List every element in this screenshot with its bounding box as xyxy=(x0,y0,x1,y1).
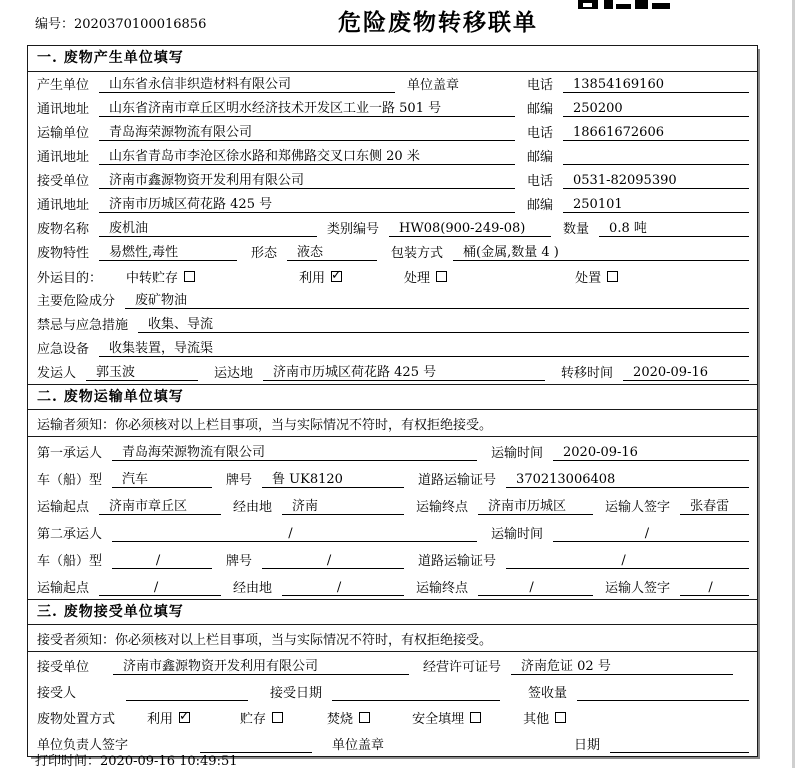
row-hazard xyxy=(28,288,757,312)
license-value: 济南危证 02 号 xyxy=(511,655,733,675)
row-carrier1-vehicle xyxy=(28,464,757,491)
disposal-option-label: 焚烧 xyxy=(327,711,354,727)
print-time-value: 2020-09-16 10:49:51 xyxy=(100,754,238,768)
receiver-value: 济南市鑫源物资开发利用有限公司 xyxy=(99,169,515,189)
date-value xyxy=(610,752,749,753)
disposal-option-label: 安全填埋 xyxy=(412,711,465,727)
print-time-label: 打印时间： xyxy=(35,754,101,768)
row-shipper xyxy=(28,360,757,384)
carrier2-label: 第二承运人 xyxy=(37,527,103,542)
row-purpose xyxy=(28,264,757,288)
checkbox-transfer-storage-icon xyxy=(184,271,195,282)
transporter-addr-value: 山东省青岛市李沧区徐水路和郑佛路交叉口东侧 20 米 xyxy=(99,145,515,165)
producer-unit-label: 产生单位 xyxy=(37,78,90,93)
row-carrier2 xyxy=(28,518,757,545)
plate-value: 鲁 UK8120 xyxy=(262,468,404,488)
sign-qty-label: 签收量 xyxy=(528,686,568,701)
emergency-value: 收集、导流 xyxy=(138,313,749,333)
plate-label-2: 牌号 xyxy=(226,554,253,569)
print-time xyxy=(35,750,238,768)
waste-name-label: 废物名称 xyxy=(37,222,90,237)
disposal-method-label: 废物处置方式 xyxy=(37,711,116,727)
row-emergency-measures xyxy=(28,312,757,336)
disposal-option-other xyxy=(523,708,566,727)
disposal-option-utilize xyxy=(147,708,190,727)
destination-label: 运达地 xyxy=(214,366,254,381)
hazard-label: 主要危险成分 xyxy=(37,294,116,309)
transporter-label: 运输单位 xyxy=(37,126,90,141)
sign-qty-value xyxy=(577,700,749,701)
page-title: 危险废物转移联单 xyxy=(338,9,538,36)
transfer-time-label: 转移时间 xyxy=(561,366,614,381)
checkbox-dispose-icon xyxy=(607,271,618,282)
checkbox-disposal-incinerate-icon xyxy=(359,712,370,723)
emergency-label: 禁忌与应急措施 xyxy=(37,318,129,333)
disposal-option-label: 利用 xyxy=(147,711,174,727)
characteristics-value: 易燃性,毒性 xyxy=(99,241,237,261)
vehicle-type-label-2: 车（船）型 xyxy=(37,554,103,569)
hazard-value: 废矿物油 xyxy=(125,289,749,309)
carrier1-time-value: 2020-09-16 xyxy=(553,445,749,461)
unit-seal-label-2: 单位盖章 xyxy=(332,738,385,753)
purpose-option-label: 处置 xyxy=(575,270,602,286)
checkbox-disposal-store-icon xyxy=(272,712,283,723)
vehicle-type-value-2: / xyxy=(112,553,212,569)
transporter-sign-value-2: / xyxy=(680,580,749,596)
carrier1-value: 青岛海荣源物流有限公司 xyxy=(112,441,477,461)
disposal-option-incinerate xyxy=(327,708,370,727)
equipment-value: 收集装置，导流渠 xyxy=(99,337,749,357)
transporter-zip-label: 邮编 xyxy=(526,150,553,165)
transporter-addr-label: 通讯地址 xyxy=(37,150,90,165)
section2-note: 运输者须知：你必须核对以上栏目事项，当与实际情况不符时，有权拒绝接受。 xyxy=(28,410,757,437)
destination-value: 济南市历城区荷花路 425 号 xyxy=(263,361,545,381)
section3-note: 接受者须知：你必须核对以上栏目事项，当与实际情况不符时，有权拒绝接受。 xyxy=(28,625,757,652)
transporter-sign-label-2: 运输人签字 xyxy=(605,581,671,596)
road-permit-label-2: 道路运输证号 xyxy=(418,554,497,569)
producer-phone-value: 13854169160 xyxy=(563,77,749,93)
quantity-label: 数量 xyxy=(563,222,590,237)
purpose-label: 外运目的： xyxy=(37,270,103,286)
checkbox-disposal-landfill-icon xyxy=(470,712,481,723)
origin-value-2: / xyxy=(99,580,221,596)
row-producer-address xyxy=(28,96,757,120)
unit-seal-label: 单位盖章 xyxy=(407,78,460,93)
transporter-zip-value xyxy=(563,164,749,165)
purpose-option-label: 利用 xyxy=(299,270,326,286)
row-carrier2-route xyxy=(28,572,757,599)
row-producer xyxy=(28,72,757,96)
purpose-option-treat xyxy=(404,267,447,286)
row-receiver xyxy=(28,168,757,192)
accept-unit-value: 济南市鑫源物资开发利用有限公司 xyxy=(113,655,409,675)
checkbox-utilize-icon xyxy=(331,271,342,282)
via-label: 经由地 xyxy=(233,500,273,515)
row-carrier1-route xyxy=(28,491,757,518)
via-value-2: / xyxy=(282,580,404,596)
carrier2-time-value: / xyxy=(553,526,749,542)
end-label-2: 运输终点 xyxy=(416,581,469,596)
acceptor-value xyxy=(126,700,248,701)
road-permit-value: 370213006408 xyxy=(506,472,749,488)
receiver-phone-value: 0531-82095390 xyxy=(563,173,749,189)
transporter-sign-label: 运输人签字 xyxy=(605,500,671,515)
via-label-2: 经由地 xyxy=(233,581,273,596)
row-receiver-address xyxy=(28,192,757,216)
row-accept-unit xyxy=(28,652,757,678)
purpose-option-label: 中转贮存 xyxy=(126,270,179,286)
row-transporter-address xyxy=(28,144,757,168)
producer-addr-value: 山东省济南市章丘区明水经济技术开发区工业一路 501 号 xyxy=(99,97,515,117)
equipment-label: 应急设备 xyxy=(37,342,90,357)
packaging-value: 桶(金属,数量 4 ) xyxy=(453,241,749,261)
row-waste-characteristics xyxy=(28,240,757,264)
form-state-value: 液态 xyxy=(287,241,377,261)
shipper-label: 发运人 xyxy=(37,366,77,381)
disposal-option-label: 贮存 xyxy=(240,711,267,727)
receiver-addr-label: 通讯地址 xyxy=(37,198,90,213)
row-emergency-equipment xyxy=(28,336,757,360)
end-label: 运输终点 xyxy=(416,500,469,515)
category-value: HW08(900-249-08) xyxy=(389,221,551,237)
row-waste-name xyxy=(28,216,757,240)
producer-addr-label: 通讯地址 xyxy=(37,102,90,117)
form-state-label: 形态 xyxy=(251,246,278,261)
qr-code-fragment-icon xyxy=(578,0,670,10)
vehicle-type-value: 汽车 xyxy=(112,468,212,488)
checkbox-treat-icon xyxy=(436,271,447,282)
quantity-value: 0.8 吨 xyxy=(599,217,749,237)
row-carrier1 xyxy=(28,437,757,464)
plate-value-2: / xyxy=(262,553,404,569)
accept-date-value xyxy=(332,700,500,701)
form-header xyxy=(0,0,796,45)
waste-name-value: 废机油 xyxy=(99,217,317,237)
shipper-value: 郭玉波 xyxy=(86,361,198,381)
carrier2-time-label: 运输时间 xyxy=(490,527,543,542)
transporter-sign-value: 张春雷 xyxy=(680,495,749,515)
section2-heading: 二. 废物运输单位填写 xyxy=(28,384,757,410)
accept-date-label: 接受日期 xyxy=(270,686,323,701)
row-disposal-method xyxy=(28,704,757,730)
transporter-value: 青岛海荣源物流有限公司 xyxy=(99,121,515,141)
purpose-option-label: 处理 xyxy=(404,270,431,286)
responsible-sign-label: 单位负责人签字 xyxy=(37,738,129,753)
disposal-option-landfill xyxy=(412,708,481,727)
purpose-option-dispose xyxy=(575,267,618,286)
producer-phone-label: 电话 xyxy=(526,78,553,93)
purpose-option-transfer-storage xyxy=(126,267,195,286)
end-value-2: / xyxy=(478,580,593,596)
transporter-phone-value: 18661672606 xyxy=(563,125,749,141)
origin-value: 济南市章丘区 xyxy=(99,495,221,515)
serial-label: 编号： xyxy=(35,17,75,32)
road-permit-label: 道路运输证号 xyxy=(418,473,497,488)
receiver-label: 接受单位 xyxy=(37,174,90,189)
checkbox-disposal-other-icon xyxy=(555,712,566,723)
transfer-time-value: 2020-09-16 xyxy=(623,365,749,381)
vehicle-type-label: 车（船）型 xyxy=(37,473,103,488)
receiver-zip-label: 邮编 xyxy=(526,198,553,213)
origin-label: 运输起点 xyxy=(37,500,90,515)
license-label: 经营许可证号 xyxy=(423,660,502,675)
producer-zip-label: 邮编 xyxy=(526,102,553,117)
accept-unit-label: 接受单位 xyxy=(37,660,90,675)
category-label: 类别编号 xyxy=(327,222,380,237)
end-value: 济南市历城区 xyxy=(478,495,593,515)
characteristics-label: 废物特性 xyxy=(37,246,90,261)
disposal-option-store xyxy=(240,708,283,727)
date-label: 日期 xyxy=(574,738,601,753)
row-acceptor xyxy=(28,678,757,704)
serial-value: 2020370100016856 xyxy=(74,17,207,32)
origin-label-2: 运输起点 xyxy=(37,581,90,596)
carrier2-value: / xyxy=(112,526,477,542)
road-permit-value-2: / xyxy=(506,553,749,569)
form-table xyxy=(27,45,758,757)
receiver-phone-label: 电话 xyxy=(526,174,553,189)
checkbox-disposal-utilize-icon xyxy=(179,712,190,723)
receiver-zip-value: 250101 xyxy=(563,197,749,213)
receiver-addr-value: 济南市历城区荷花路 425 号 xyxy=(99,193,515,213)
row-carrier2-vehicle xyxy=(28,545,757,572)
plate-label: 牌号 xyxy=(226,473,253,488)
row-transporter xyxy=(28,120,757,144)
disposal-option-label: 其他 xyxy=(523,711,550,727)
acceptor-label: 接受人 xyxy=(37,686,77,701)
producer-zip-value: 250200 xyxy=(563,101,749,117)
scan-edge-strip xyxy=(792,0,795,768)
via-value: 济南 xyxy=(282,495,404,515)
packaging-label: 包装方式 xyxy=(391,246,444,261)
carrier1-label: 第一承运人 xyxy=(37,446,103,461)
producer-unit-value: 山东省永信非织造材料有限公司 xyxy=(99,73,395,93)
section3-heading: 三. 废物接受单位填写 xyxy=(28,599,757,625)
transporter-phone-label: 电话 xyxy=(526,126,553,141)
purpose-option-utilize xyxy=(299,267,342,286)
section1-heading: 一. 废物产生单位填写 xyxy=(28,46,757,72)
carrier1-time-label: 运输时间 xyxy=(490,446,543,461)
